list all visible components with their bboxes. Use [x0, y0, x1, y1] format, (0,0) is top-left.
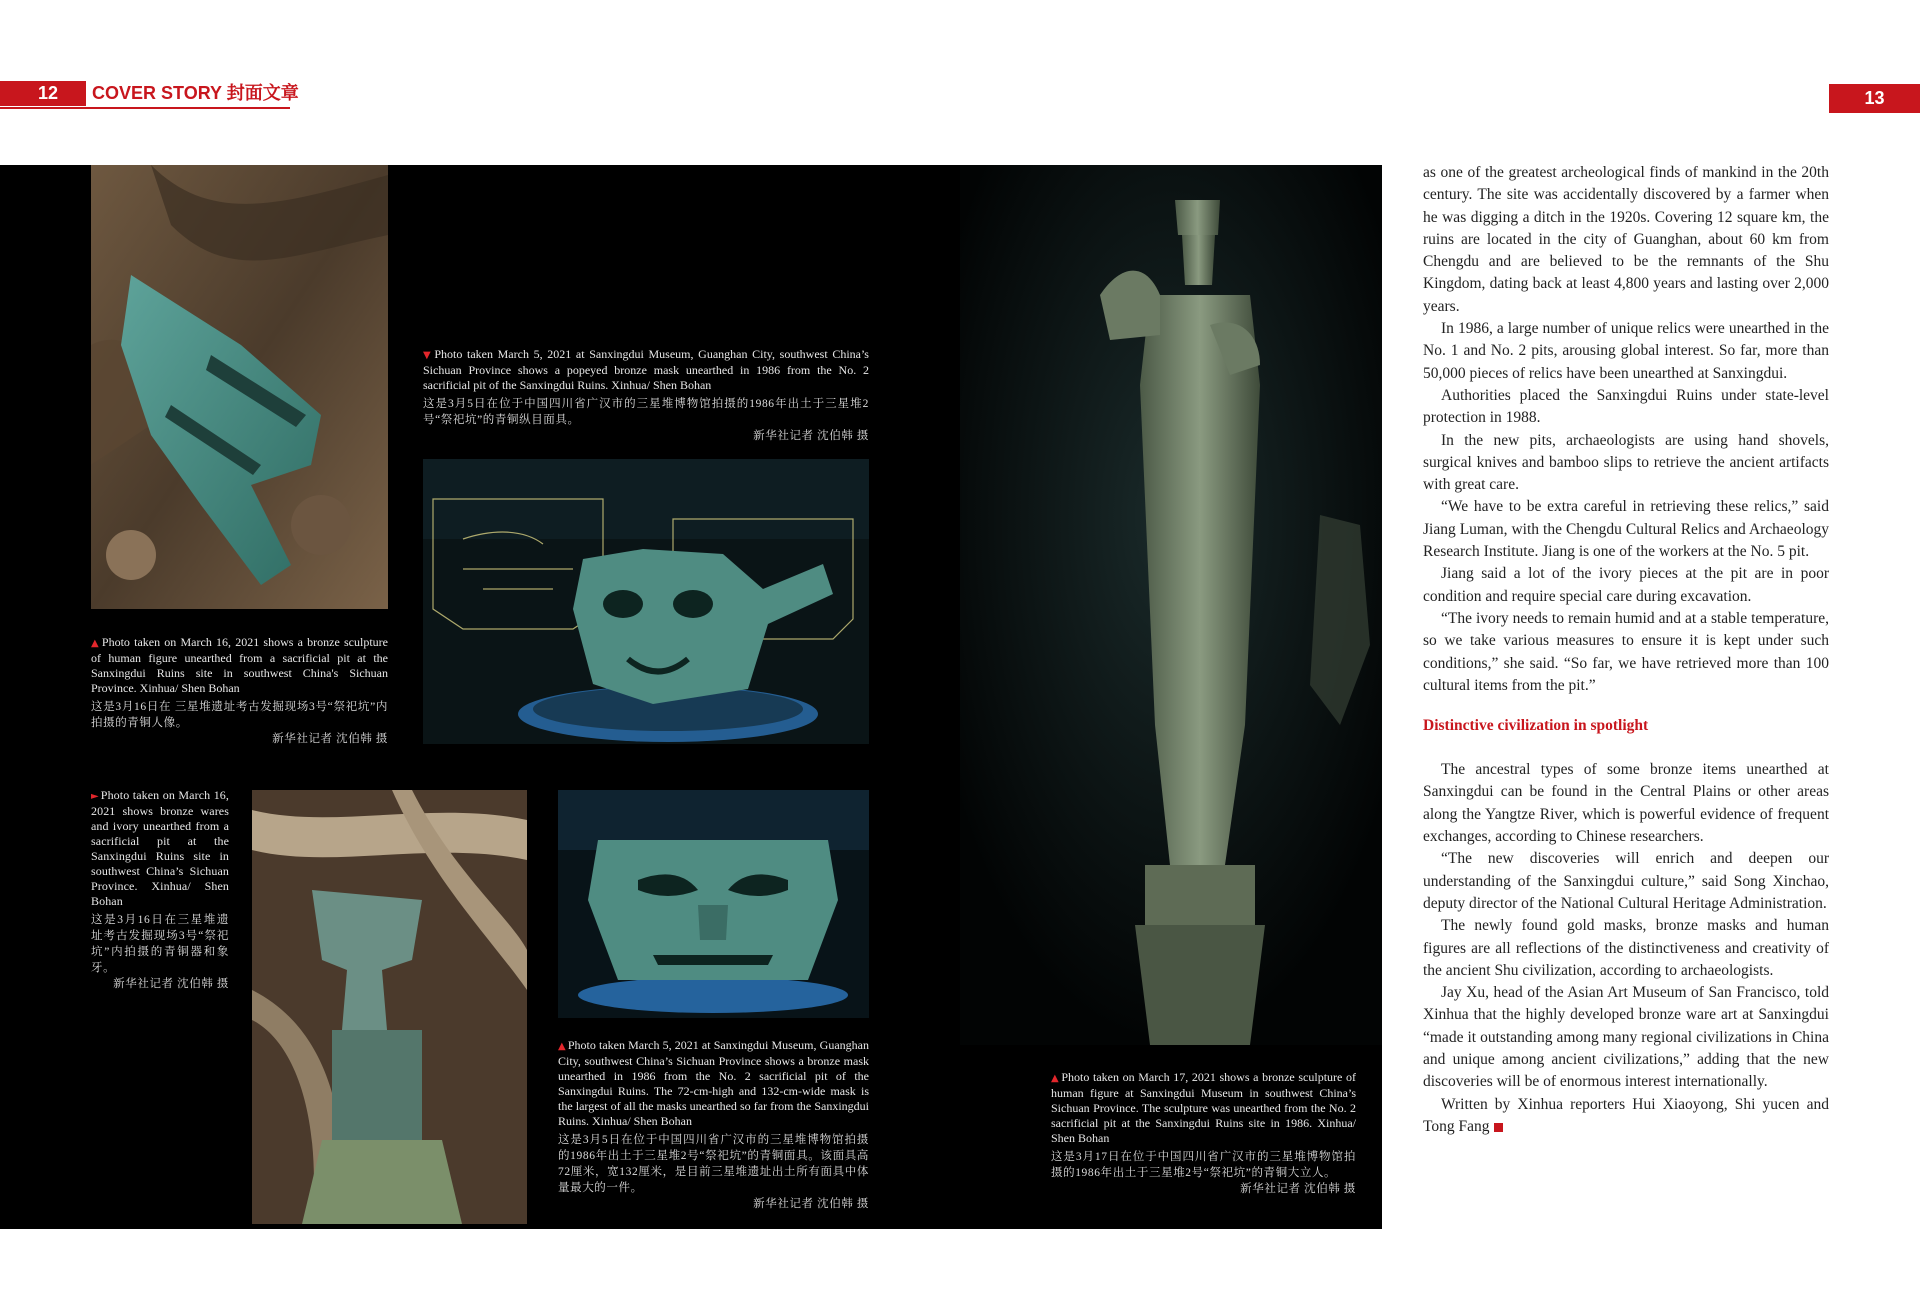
left-page-number: 12 — [0, 81, 86, 106]
photo-bronze-standing-figure — [960, 165, 1382, 1045]
caption-popeyed-mask: ▼ Photo taken March 5, 2021 at Sanxingdui Museum, Guanghan City, southwest China’s Sichuan Province shows a popeyed bronze mask unearthed in 1986 from the No. 2 sacrificial pit of the Sanxingdui Ruins. Xinhua/ Shen Bohan 这是3月5日在位于中国四川省广汉市的三星堆博物馆拍摄的1986年出土于三星堆2号“祭祀坑”的青铜纵目面具。 新华社记者 沈伯韩 摄 — [423, 347, 869, 442]
paragraph: Jiang said a lot of the ivory pieces at the pit are in poor condition and require special care during excavation. — [1423, 565, 1829, 605]
paragraph: “We have to be extra careful in retrieving these relics,” said Jiang Luman, with the Chengdu Cultural Relics and Archaeology Research Institute. Jiang is one of the workers at the No. 5 pit. — [1423, 498, 1829, 561]
paragraph: “The new discoveries will enrich and deepen our understanding of the Sanxingdui culture,” said Song Xinchao, deputy director of the National Cultural Heritage Administration. — [1423, 850, 1829, 912]
photo-spread — [0, 165, 1382, 1229]
article-column — [1423, 162, 1829, 1138]
caption-arrow-icon: ▲ — [1051, 1073, 1060, 1084]
paragraph: In 1986, a large number of unique relics were unearthed in the No. 1 and No. 2 pits, arousing global interest. So far, more than 50,000 pieces of relics have been unearthed at Sanxingdui. — [1423, 320, 1829, 382]
caption-arrow-icon: ▲ — [558, 1041, 566, 1052]
right-page-number: 13 — [1829, 84, 1920, 113]
caption-bronze-standing-figure: ▲ Photo taken on March 17, 2021 shows a bronze sculpture of human figure at Sanxingdui Museum in southwest China’s Sichuan Province. The sculpture was unearthed from the No. 2 sacrificial pit at the Sanxingdui Ruins site in 1986. Xinhua/ Shen Bohan 这是3月17日在位于中国四川省广汉市的三星堆博物馆拍摄的1986年出土于三星堆2号“祭祀坑”的青铜大立人。 新华社记者 沈伯韩 摄 — [1051, 1070, 1356, 1195]
caption-arrow-icon: ▲ — [91, 638, 100, 649]
header-divider — [86, 81, 89, 106]
caption-largest-bronze-mask: ▲ Photo taken March 5, 2021 at Sanxingdui Museum, Guanghan City, southwest China’s Sichuan Province shows a bronze mask unearthed in 1986 from the No. 2 sacrificial pit of the Sanxingdui Ruins. The 72-cm-high and 132-cm-wide mask is the largest of all the masks unearthed so far from the Sanxingdui Ruins. Xinhua/ Shen Bohan 这是3月5日在位于中国四川省广汉市的三星堆博物馆拍摄的1986年出土于三星堆2号“祭祀坑”的青铜面具。该面具高72厘米，宽132厘米，是目前三星堆遗址出土所有面具中体量最大的一件。 新华社记者 沈伯韩 摄 — [558, 1038, 869, 1210]
photo-bronze-wares-ivory — [252, 790, 527, 1224]
subheading: Distinctive civilization in spotlight — [1423, 717, 1649, 735]
caption-bronze-sculpture-pit: ▲ Photo taken on March 16, 2021 shows a bronze sculpture of human figure unearthed from a sacrificial pit at the Sanxingdui Ruins site in southwest China's Sichuan Province. Xinhua/ Shen Bohan 这是3月16日在 三星堆遗址考古发掘现场3号“祭祀坑”内拍摄的青铜人像。 新华社记者 沈伯韩 摄 — [91, 635, 388, 745]
caption-arrow-icon: ▼ — [423, 350, 433, 361]
paragraph: In the new pits, archaeologists are using hand shovels, surgical knives and bamboo slips to retrieve the ancient artifacts with great care. — [1423, 431, 1829, 494]
photo-large-bronze-mask — [558, 790, 869, 1018]
paragraph: “The ivory needs to remain humid and at a stable temperature, so we take various measures to ensure it is kept under such conditions,” she said. “So far, we have retrieved more than 100 cultural items from the pit.” — [1423, 609, 1829, 694]
paragraph: as one of the greatest archeological finds of mankind in the 20th century. The site was accidentally discovered by a farmer when he was digging a ditch in the 1920s. Covering 12 square km, the ruins are located in the city of Guanghan, about 60 km from Chengdu and are believed to be the remnants of the Shu Kingdom, dating back at least 4,800 years and lasting over 2,000 years. — [1423, 164, 1829, 315]
photo-popeyed-bronze-mask — [423, 459, 869, 744]
byline: Written by Xinhua reporters Hui Xiaoyong, Shi yucen and Tong Fang — [1423, 1095, 1829, 1135]
photo-bronze-figure-in-soil — [91, 165, 388, 609]
section-title: COVER STORY 封面文章 — [92, 83, 299, 103]
paragraph: Authorities placed the Sanxingdui Ruins under state-level protection in 1988. — [1423, 386, 1829, 427]
end-square-icon — [1494, 1123, 1503, 1132]
caption-bronze-wares-ivory: ► Photo taken on March 16, 2021 shows bronze wares and ivory unearthed from a sacrificial pit at the Sanxingdui Ruins site in southwest China’s Sichuan Province. Xinhua/ Shen Bohan 这是3月16日在三星堆遗址考古发掘现场3号“祭祀坑”内拍摄的青铜器和象牙。 新华社记者 沈伯韩 摄 — [91, 788, 229, 990]
paragraph: The newly found gold masks, bronze masks and human figures are all reflections of the distinctiveness and creativity of the ancient Shu civilization, according to archaeologists. — [1423, 917, 1829, 979]
paragraph: The ancestral types of some bronze items unearthed at Sanxingdui can be found in the Central Plains or other areas along the Yangtze River, which is powerful evidence of frequent exchanges, according to Chinese researchers. — [1423, 761, 1829, 846]
caption-arrow-icon: ► — [91, 791, 99, 802]
paragraph: Jay Xu, head of the Asian Art Museum of San Francisco, told Xinhua that the highly developed bronze ware art at Sanxingdui “made it outstanding among many regional civilizations in China and unique among ancient civilizations,” adding that the new discoveries will be of enormous interest internationally. — [1423, 984, 1829, 1091]
header-rule — [0, 107, 290, 109]
